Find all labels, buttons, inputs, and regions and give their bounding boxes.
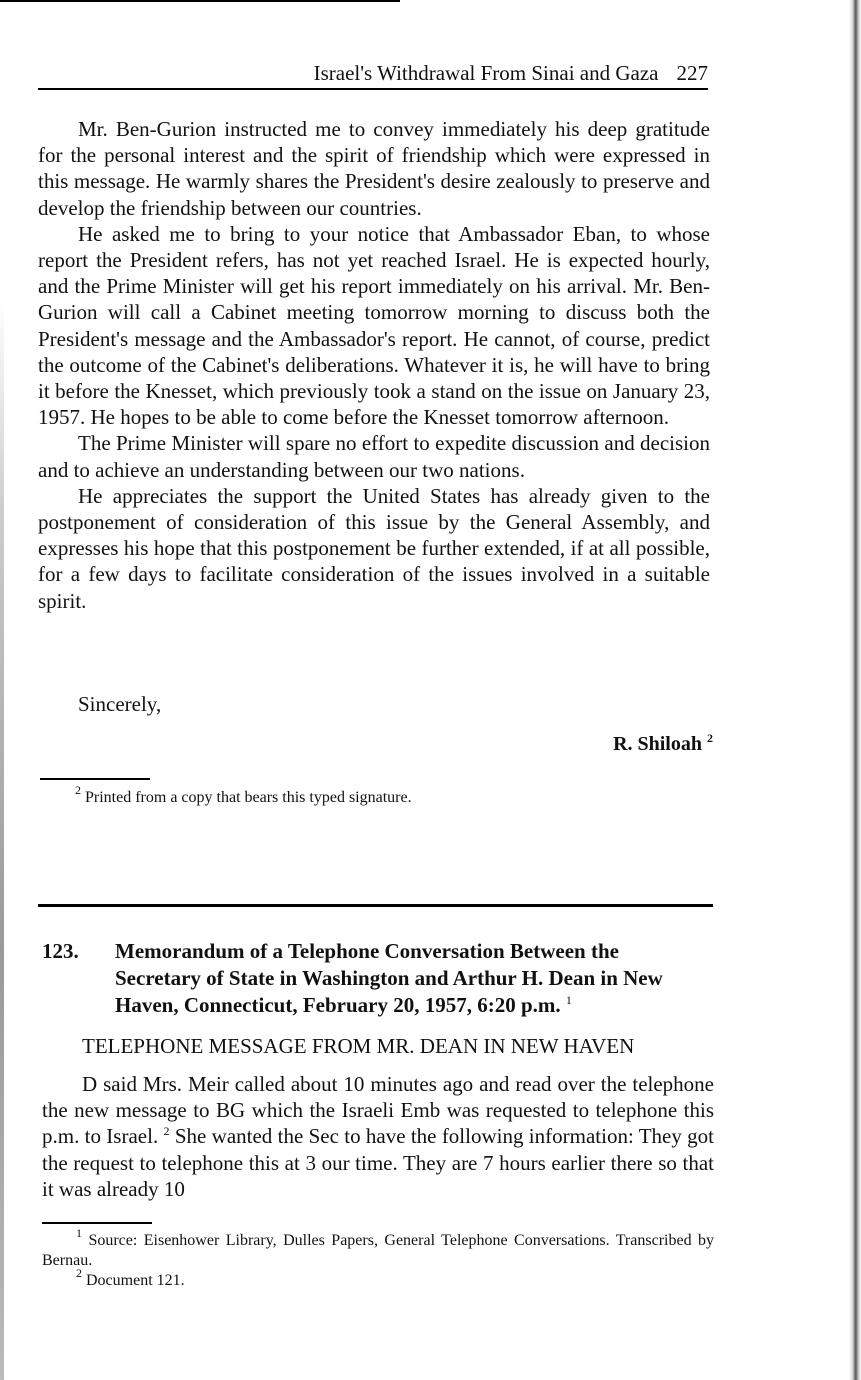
document-title [115,938,705,1019]
footnote-rule [42,1222,152,1224]
document-body [42,1071,714,1202]
letter-paragraph: He asked me to bring to your notice that Ambassador Eban, to whose report the President refers, has not yet reached Israel. He is expected hourly, and the Prime Minister will get his report immediately on his arrival. Mr. Ben-Gurion will call a Cabinet meeting tomorrow morning to discuss both the President's message and the Ambassador's report. He cannot, of course, predict the outcome of the Cabinet's deliberations. Whatever it is, he will have to bring it before the Knesset, which previously took a stand on the issue on January 23, 1957. He hopes to be able to come before the Knesset tomorrow afternoon. [38,221,710,430]
footnote-marker: 2 [76,1266,82,1280]
document-subheading: TELEPHONE MESSAGE FROM MR. DEAN IN NEW HAVEN [82,1034,635,1058]
page-edge-shadow [849,0,861,1380]
footnote-marker: 2 [707,731,713,745]
document-number: 123. [42,939,79,963]
document-footnotes [42,1226,714,1291]
section-divider [38,904,713,907]
footnote-text: Source: Eisenhower Library, Dulles Papers, General Telephone Conversations. Transcribed by Bernau. [42,1232,714,1269]
running-head-title: Israel's Withdrawal From Sinai and Gaza [313,61,659,85]
footnote-marker: 1 [76,1226,82,1240]
footnote-rule [40,778,150,780]
letter-closing: Sincerely, [78,692,162,716]
page-gutter-shadow [0,300,4,1380]
letter-paragraph: The Prime Minister will spare no effort to expedite discussion and decision and to achieve an understanding between our two nations. [38,431,710,482]
running-head [38,58,708,90]
signature-name: R. Shiloah [613,733,702,755]
letter-signature [613,731,713,757]
footnote-marker: 1 [565,993,572,1007]
letter-body [38,116,710,614]
footnote-marker: 2 [163,1124,170,1139]
footnote-text: Printed from a copy that bears this typed signature. [85,789,412,806]
page-number: 227 [676,61,708,85]
document-title-text: Memorandum of a Telephone Conversation Between the Secretary of State in Washington and Arthur H. Dean in New Haven, Connecticut, February 20, 1957, 6:20 p.m. [115,939,663,1017]
footnote-text: Document 121. [86,1272,185,1289]
body-text: She wanted the Sec to have the following information: They got the request to telephone this at 3 our time. They are 7 hours earlier there so that it was already 10 [42,1124,715,1201]
letter-footnote [75,783,412,808]
footnote-item [42,1266,714,1291]
footnote-marker: 2 [75,783,81,797]
letter-paragraph: Mr. Ben-Gurion instructed me to convey immediately his deep gratitude for the personal interest and the spirit of friendship which were expressed in this message. He warmly shares the President's desire zealously to preserve and develop the friendship between our countries. [38,117,710,220]
letter-paragraph: He appreciates the support the United States has already given to the postponement of consideration of this issue by the General Assembly, and expresses his hope that this postponement be further extended, if at all possible, for a few days to facilitate consideration of the issues involved in a suitable spirit. [38,483,710,613]
body-text: D said Mrs. Meir called about 10 minutes ago and read over the telephone the new message to BG which the Israeli Emb was requested to telephone this p.m. to Israel. [42,1072,714,1149]
top-edge-rule [0,0,400,2]
footnote-item [42,1226,714,1271]
document-paragraph [42,1071,714,1202]
